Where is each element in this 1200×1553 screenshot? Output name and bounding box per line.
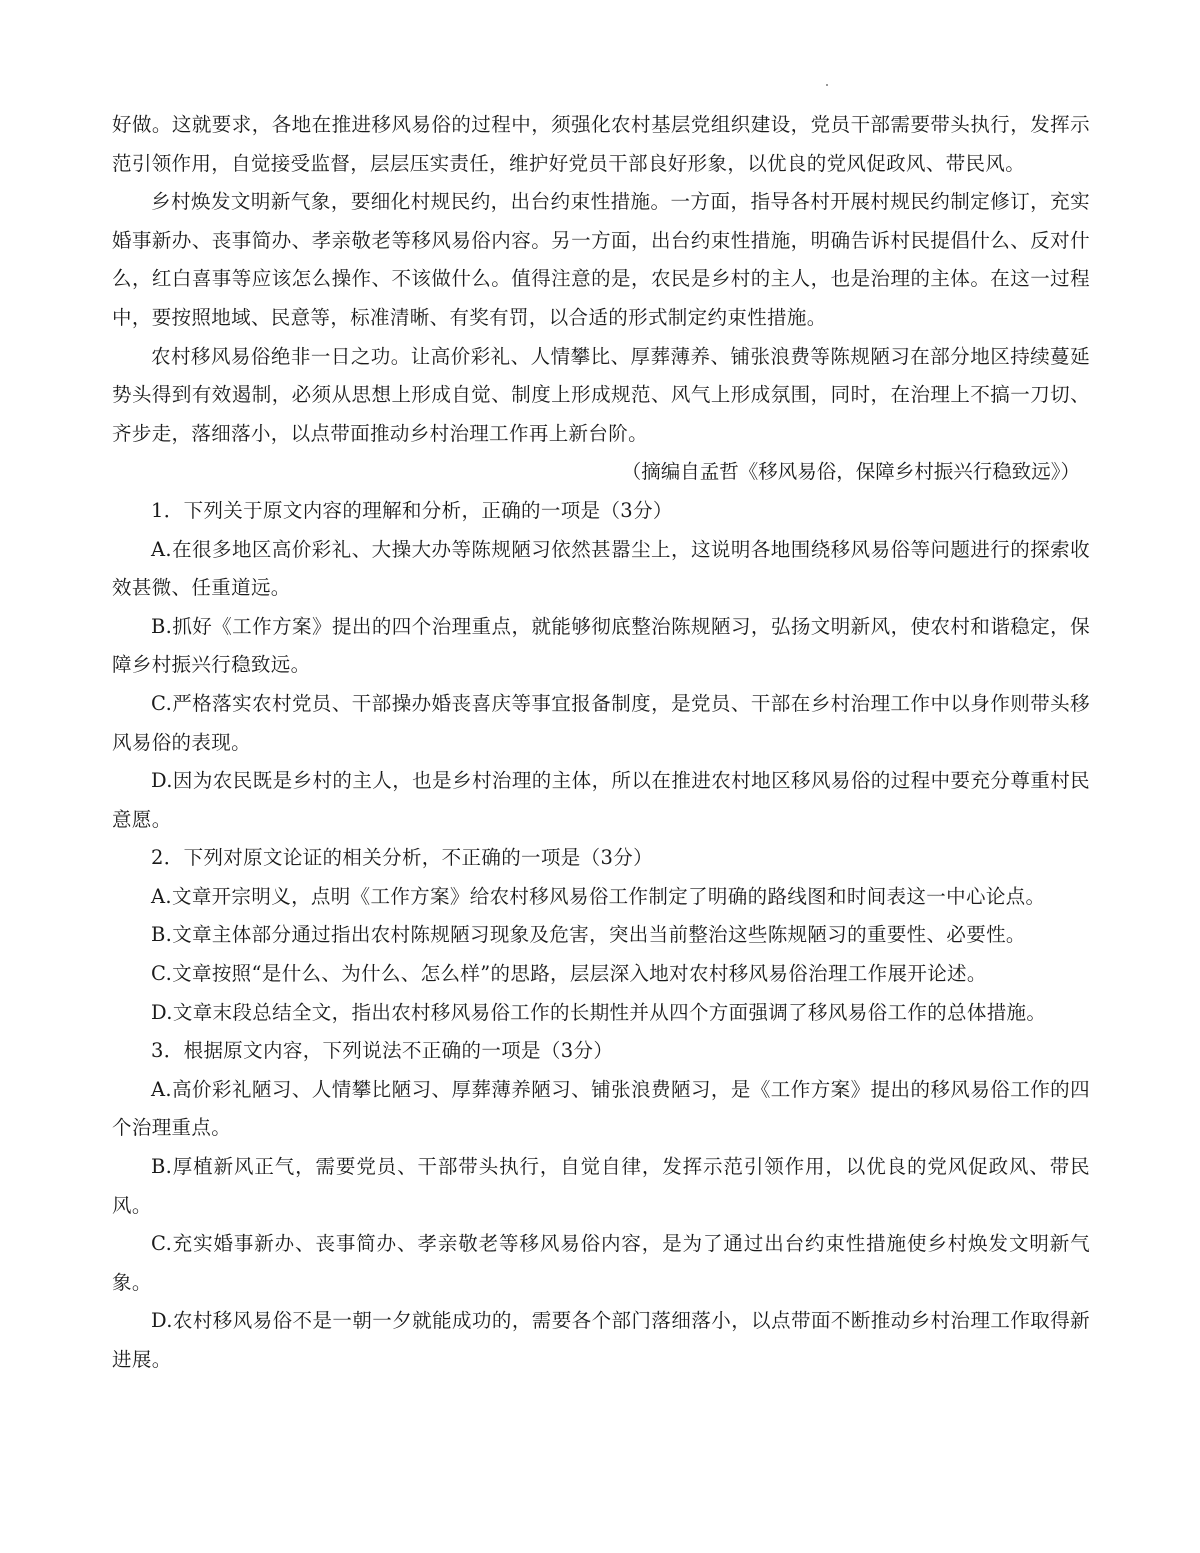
paragraph-2: 乡村焕发文明新气象，要细化村规民约，出台约束性措施。一方面，指导各村开展村规民约制定修订，充实婚事新办、丧事简办、孝亲敬老等移风易俗内容。另一方面，出台约束性措施，明确告诉村民提倡什么、反对什么，红白喜事等应该怎么操作、不该做什么。值得注意的是，农民是乡村的主人，也是治理的主体。在这一过程中，要按照地域、民意等，标准清晰、有奖有罚，以合适的形式制定约束性措施。 [112,190,1090,329]
question-1-option-a: A.在很多地区高价彩礼、大操大办等陈规陋习依然甚嚣尘上，这说明各地围绕移风易俗等问题进行的探索收效甚微、任重道远。 [112,537,1090,600]
paragraph-1: 好做。这就要求，各地在推进移风易俗的过程中，须强化农村基层党组织建设，党员干部需要带头执行，发挥示范引领作用，自觉接受监督，层层压实责任，维护好党员干部良好形象，以优良的党风促政风、带民风。 [112,113,1090,175]
question-1-option-b: B.抓好《工作方案》提出的四个治理重点，就能够彻底整治陈规陋习，弘扬文明新风，使农村和谐稳定，保障乡村振兴行稳致远。 [112,614,1090,677]
question-1-stem: 1．下列关于原文内容的理解和分析，正确的一项是（3分） [151,498,673,522]
question-3-option-d: D.农村移风易俗不是一朝一夕就能成功的，需要各个部门落细落小，以点带面不断推动乡村治理工作取得新进展。 [112,1309,1090,1371]
question-2-stem: 2．下列对原文论证的相关分析，不正确的一项是（3分） [151,846,653,870]
scan-speck [826,84,828,86]
question-2-option-a: A.文章开宗明义，点明《工作方案》给农村移风易俗工作制定了明确的路线图和时间表这一中心论点。 [151,884,1046,908]
question-2-option-b: B.文章主体部分通过指出农村陈规陋习现象及危害，突出当前整治这些陈规陋习的重要性、必要性。 [151,923,1026,947]
question-1-option-c: C.严格落实农村党员、干部操办婚丧喜庆等事宜报备制度，是党员、干部在乡村治理工作中以身作则带头移风易俗的表现。 [112,691,1090,754]
document-page [112,106,1090,1380]
question-3-option-b: B.厚植新风正气，需要党员、干部带头执行，自觉自律，发挥示范引领作用，以优良的党风促政风、带民风。 [112,1155,1090,1217]
paragraph-3: 农村移风易俗绝非一日之功。让高价彩礼、人情攀比、厚葬薄养、铺张浪费等陈规陋习在部分地区持续蔓延势头得到有效遏制，必须从思想上形成自觉、制度上形成规范、风气上形成氛围，同时，在治理上不搞一刀切、齐步走，落细落小，以点带面推动乡村治理工作再上新台阶。 [112,344,1090,445]
question-3-stem: 3．根据原文内容，下列说法不正确的一项是（3分） [151,1039,614,1063]
question-3-option-a: A.高价彩礼陋习、人情攀比陋习、厚葬薄养陋习、铺张浪费陋习，是《工作方案》提出的移风易俗工作的四个治理重点。 [112,1077,1090,1140]
question-2-option-d: D.文章末段总结全文，指出农村移风易俗工作的长期性并从四个方面强调了移风易俗工作的总体措施。 [151,1000,1047,1024]
question-2-option-c: C.文章按照“是什么、为什么、怎么样”的思路，层层深入地对农村移风易俗治理工作展开论述。 [151,962,987,986]
question-3-option-c: C.充实婚事新办、丧事简办、孝亲敬老等移风易俗内容，是为了通过出台约束性措施使乡村焕发文明新气象。 [112,1232,1090,1294]
question-1-option-d: D.因为农民既是乡村的主人，也是乡村治理的主体，所以在推进农村地区移风易俗的过程中要充分尊重村民意愿。 [112,769,1090,831]
source-citation: （摘编自孟哲《移风易俗，保障乡村振兴行稳致远》） [621,460,1080,484]
